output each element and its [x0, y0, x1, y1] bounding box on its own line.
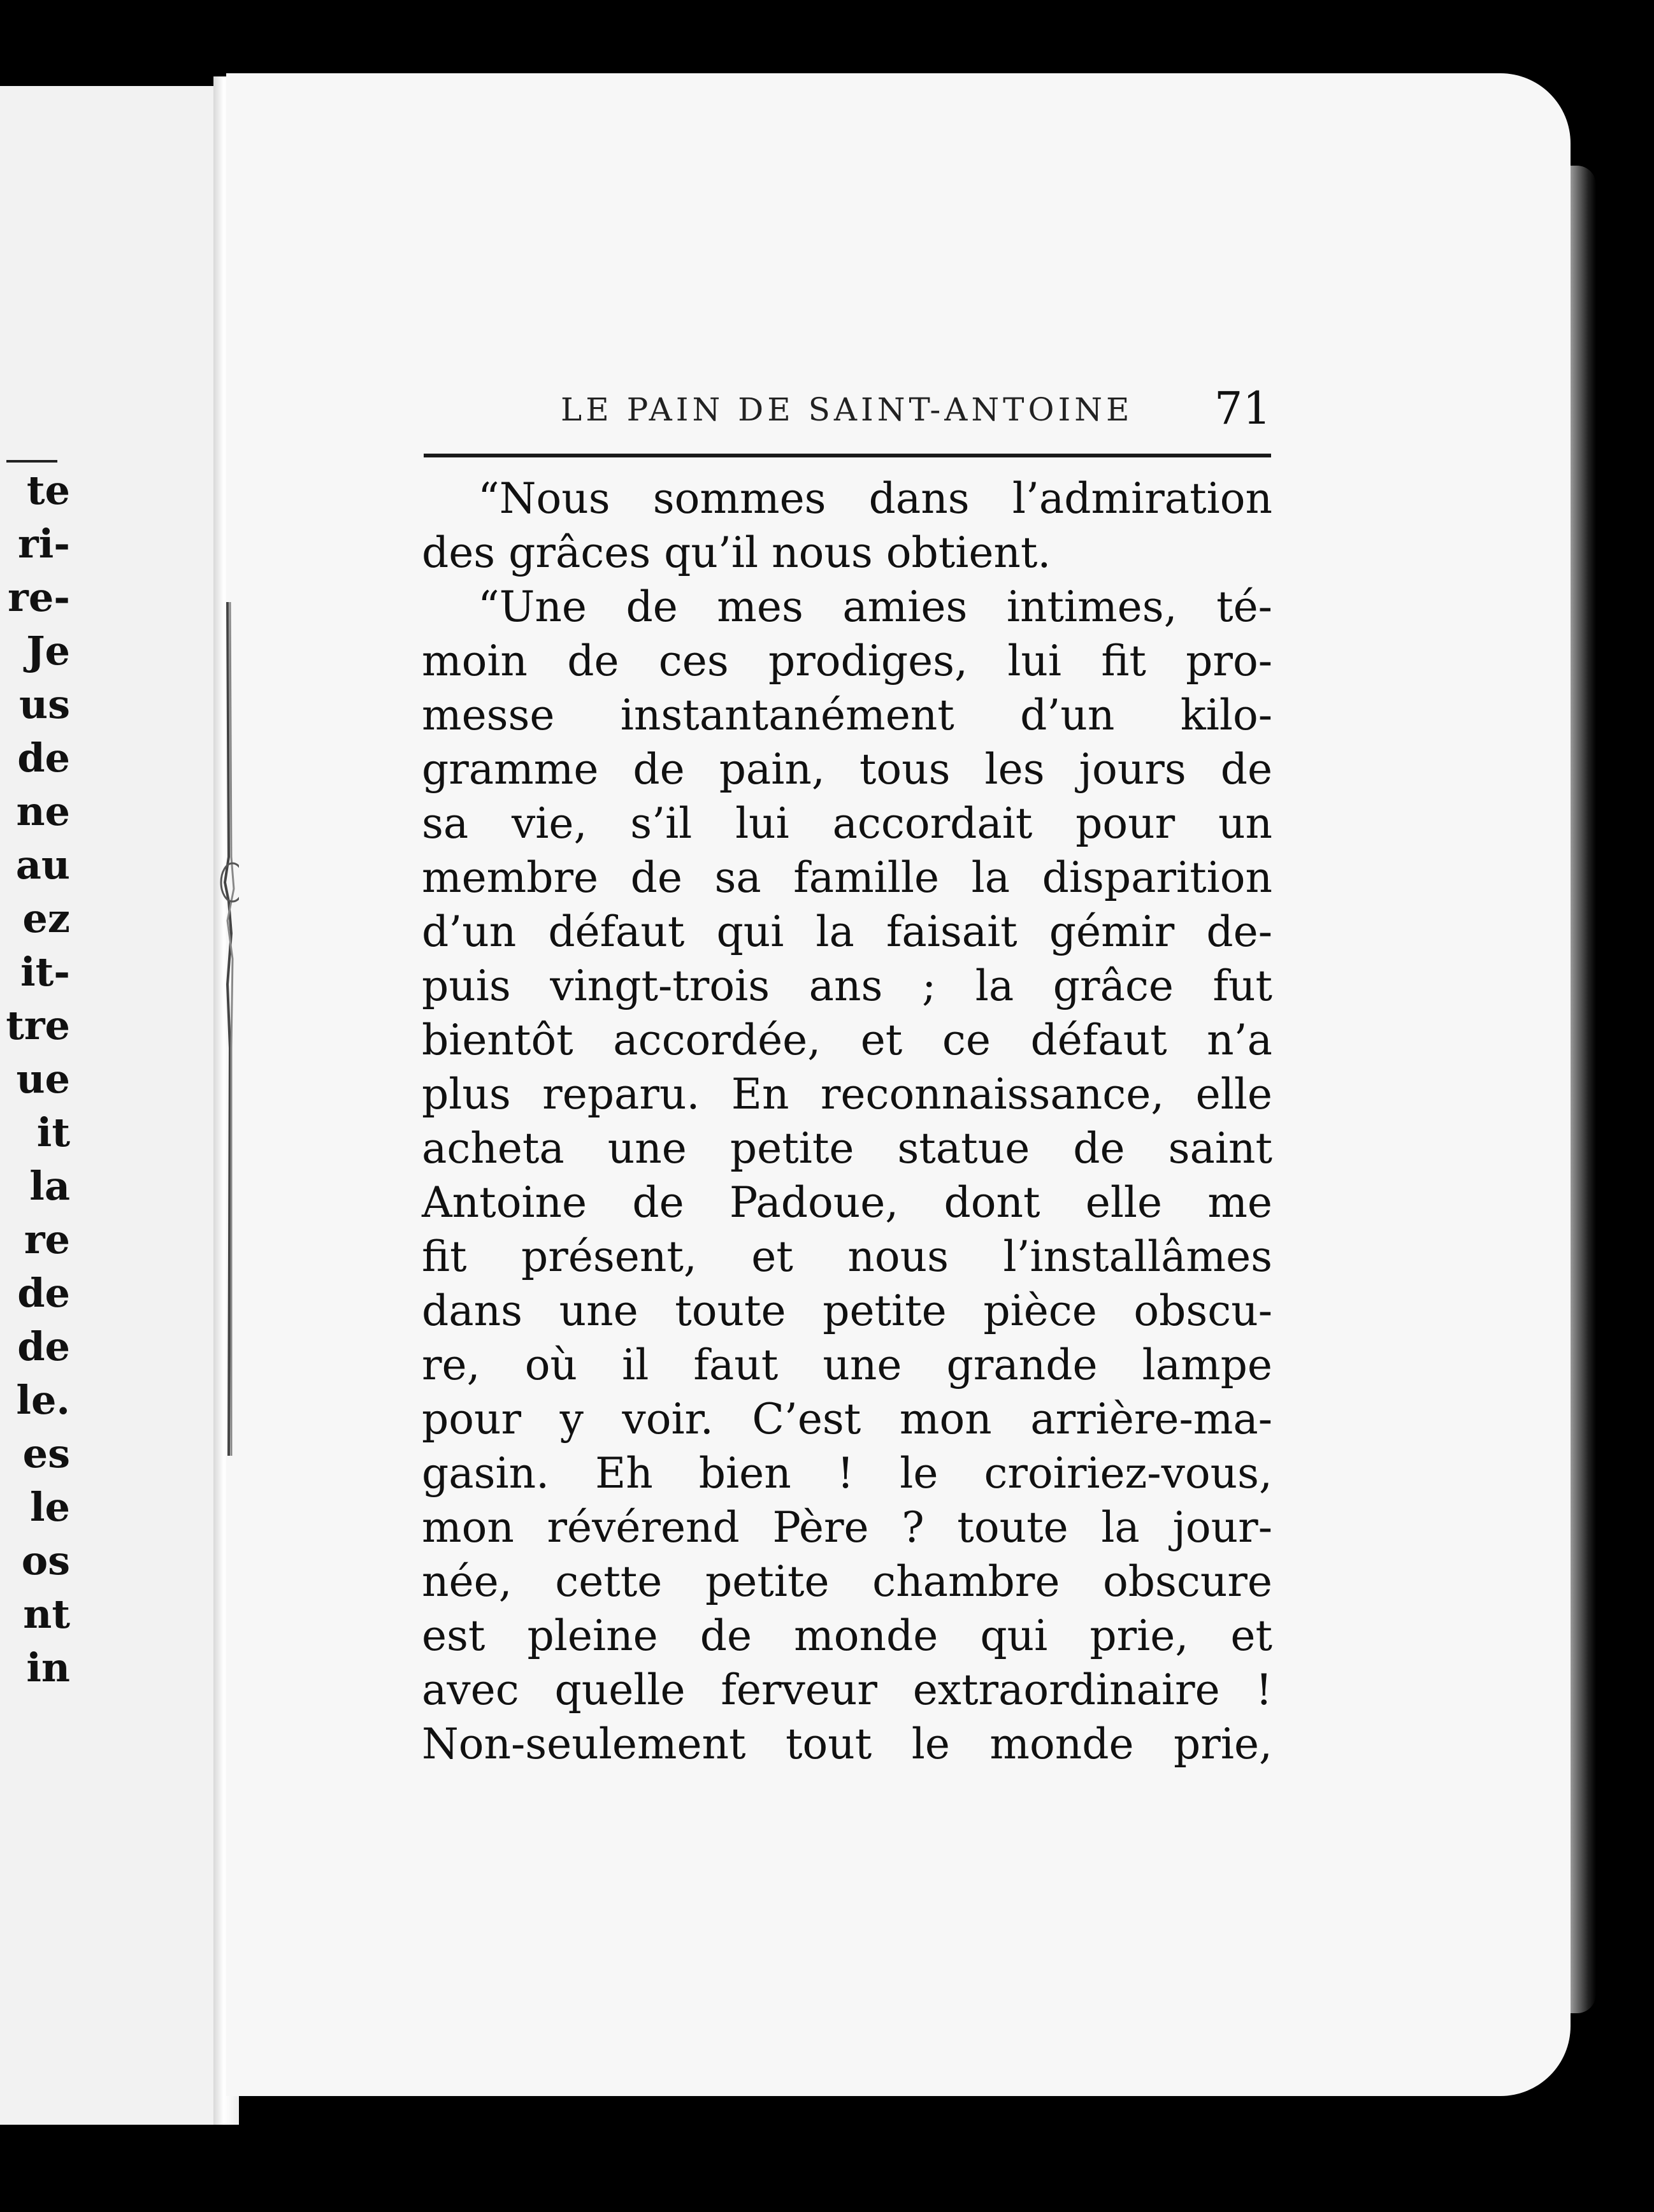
text-line: Antoine de Padoue, dont elle me	[422, 1178, 1272, 1227]
left-fragment: in	[26, 1644, 70, 1691]
left-fragment: es	[22, 1430, 70, 1477]
left-fragment: de	[17, 1270, 70, 1316]
text-line: dans une toute petite pièce obscu-	[422, 1286, 1272, 1335]
left-fragment: it	[36, 1109, 70, 1156]
header-rule	[424, 454, 1271, 457]
left-fragment: it-	[20, 949, 70, 995]
text-line: sa vie, s’il lui accordait pour un	[422, 799, 1272, 848]
left-fragment: ne	[16, 788, 70, 835]
text-line: née, cette petite chambre obscure	[422, 1557, 1272, 1606]
text-line: re, où il faut une grande lampe	[422, 1340, 1272, 1390]
text-line: puis vingt-trois ans ; la grâce fut	[422, 961, 1272, 1010]
left-fragment: nt	[23, 1591, 70, 1637]
body-text	[422, 471, 1272, 1771]
text-line: Non-seulement tout le monde prie,	[422, 1720, 1272, 1769]
text-line: “Une de mes amies intimes, té-	[478, 582, 1272, 631]
left-fragment: le	[30, 1484, 70, 1530]
running-title: LE PAIN DE SAINT-ANTOINE	[561, 391, 1133, 428]
text-line: plus reparu. En reconnaissance, elle	[422, 1070, 1272, 1119]
left-fragment: ri-	[18, 521, 70, 567]
left-fragment: tre	[6, 1002, 70, 1049]
binding-thread-icon	[220, 602, 239, 1456]
left-fragment: os	[21, 1537, 70, 1584]
left-fragment: te	[26, 467, 70, 514]
running-head	[561, 382, 1271, 433]
left-fragment: us	[19, 681, 70, 728]
left-page-text-fragments	[0, 464, 70, 1695]
text-line: acheta une petite statue de saint	[422, 1124, 1272, 1173]
left-fragment: la	[29, 1163, 70, 1209]
left-fragment: Je	[26, 628, 70, 674]
page-number: 71	[1214, 382, 1271, 434]
page-edge-shadow	[1571, 166, 1596, 2013]
text-line: fit présent, et nous l’installâmes	[422, 1232, 1272, 1281]
text-line: pour y voir. C’est mon arrière-ma-	[422, 1395, 1272, 1444]
left-fragment: au	[15, 842, 70, 888]
text-line: messe instantanément d’un kilo-	[422, 691, 1272, 740]
left-fragment: le.	[16, 1377, 70, 1423]
text-line: moin de ces prodiges, lui fit pro-	[422, 636, 1272, 686]
left-fragment: ue	[16, 1056, 70, 1102]
text-line: gasin. Eh bien ! le croiriez-vous,	[422, 1449, 1272, 1498]
left-page-rule	[6, 460, 57, 463]
text-line: est pleine de monde qui prie, et	[422, 1611, 1272, 1660]
text-line: membre de sa famille la disparition	[422, 853, 1272, 902]
text-line: “Nous sommes dans l’admiration	[478, 474, 1272, 523]
left-fragment: de	[17, 1323, 70, 1370]
text-line: bientôt accordée, et ce défaut n’a	[422, 1016, 1272, 1065]
text-line: d’un défaut qui la faisait gémir de-	[422, 907, 1272, 956]
left-fragment: re	[24, 1216, 70, 1263]
text-line: gramme de pain, tous les jours de	[422, 745, 1272, 794]
left-fragment: re-	[8, 574, 70, 621]
left-fragment: de	[17, 735, 70, 781]
text-line: mon révérend Père ? toute la jour-	[422, 1503, 1272, 1552]
text-line: avec quelle ferveur extraordinaire !	[422, 1665, 1272, 1714]
text-line: des grâces qu’il nous obtient.	[422, 528, 1051, 577]
left-fragment: ez	[22, 895, 70, 942]
